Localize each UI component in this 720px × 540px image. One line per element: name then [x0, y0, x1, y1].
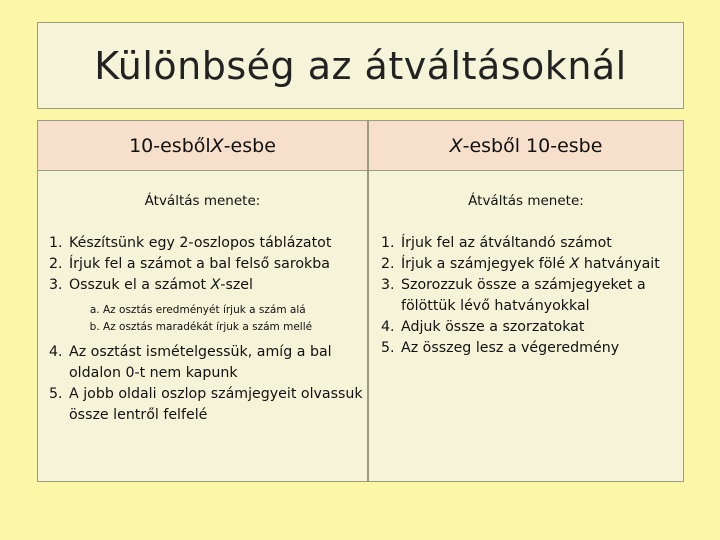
left-subheading: Átváltás menete:	[144, 193, 261, 209]
left-step-4: 4. Az osztást ismételgessük, amíg a bal oldalon 0-t nem kapunk	[67, 342, 369, 384]
left-steps-list	[40, 233, 369, 426]
left-step-3-pre: Osszuk el a számot	[69, 277, 211, 293]
right-step-4: 4. Adjuk össze a szorzatokat	[399, 317, 687, 338]
left-step-2: 2. Írjuk fel a számot a bal felső sarokba	[67, 254, 369, 275]
left-heading-x: X	[210, 134, 224, 157]
right-column-body	[368, 171, 684, 482]
slide-title: Különbség az átváltásoknál	[94, 43, 627, 88]
right-subheading: Átváltás menete:	[468, 193, 584, 209]
right-steps-list	[372, 233, 687, 359]
right-column-heading	[368, 120, 684, 171]
right-step-2-post: hatványait	[579, 256, 660, 272]
right-step-5: 5. Az összeg lesz a végeredmény	[399, 338, 687, 359]
left-heading-pre: 10-esből	[129, 134, 211, 157]
left-substep-a: a. Az osztás eredményét írjuk a szám alá	[103, 302, 369, 319]
right-step-3: 3. Szorozzuk össze a számjegyeket a fölöttük lévő hatványokkal	[399, 275, 687, 317]
right-step-2	[399, 254, 687, 275]
left-step-3-sublist	[69, 302, 369, 336]
right-heading-x: X	[449, 134, 463, 157]
title-box	[37, 22, 684, 109]
right-step-2-x: X	[569, 256, 580, 272]
left-step-5: 5. A jobb oldali oszlop számjegyeit olvassuk össze lentről felfelé	[67, 384, 369, 426]
left-heading-post: -esbe	[223, 134, 276, 157]
left-step-1: 1. Készítsünk egy 2-oszlopos táblázatot	[67, 233, 369, 254]
right-step-1: 1. Írjuk fel az átváltandó számot	[399, 233, 687, 254]
left-column-body	[37, 171, 368, 482]
left-column-heading	[37, 120, 368, 171]
left-step-3	[67, 275, 369, 336]
left-step-3-post: -szel	[220, 277, 253, 293]
right-heading-post: -esből 10-esbe	[462, 134, 603, 157]
right-step-2-pre: Írjuk a számjegyek fölé	[401, 256, 570, 272]
left-step-3-x: X	[210, 277, 221, 293]
left-substep-b: b. Az osztás maradékát írjuk a szám mellé	[103, 319, 369, 336]
